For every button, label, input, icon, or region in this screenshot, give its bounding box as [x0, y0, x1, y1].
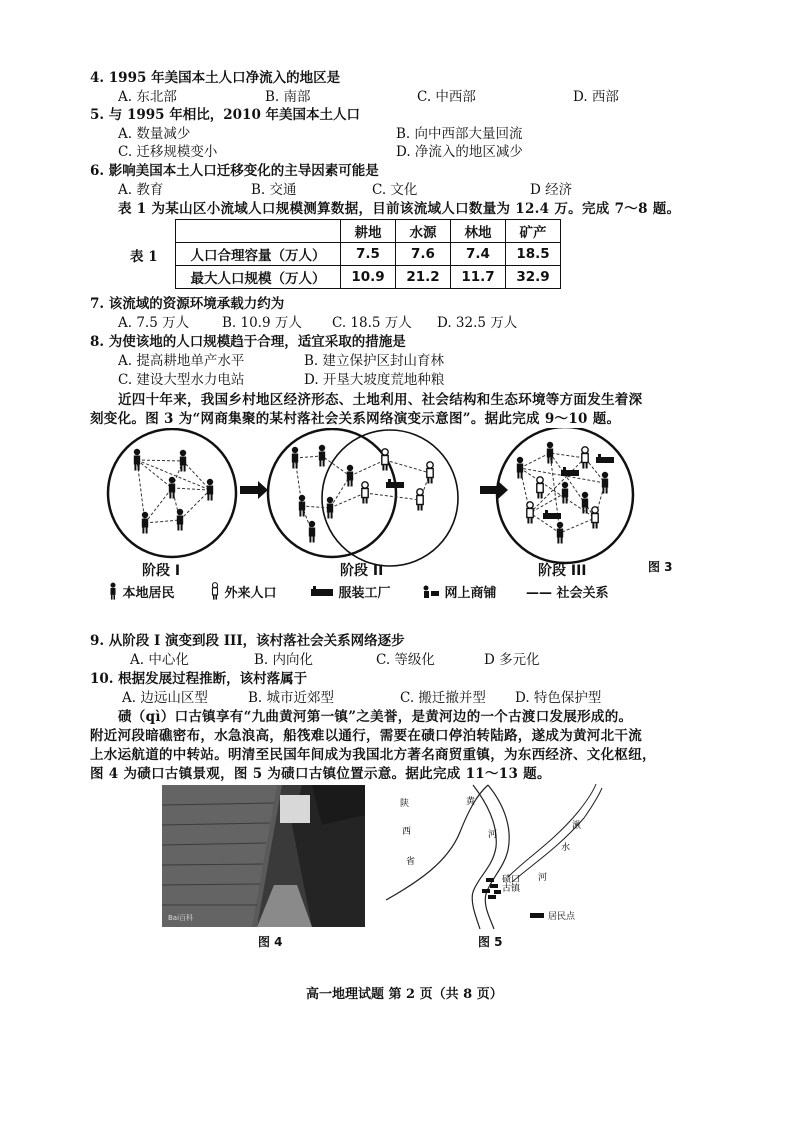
map-label-he: 河 [488, 830, 498, 840]
table-cell: 32.9 [506, 266, 561, 289]
table-header-cell: 耕地 [341, 220, 396, 243]
fig3-intro-line2: 刻变化。图 3 为“网商集聚的某村落社会关系网络演变示意图”。据此完成 9～10 题。 [90, 411, 621, 427]
q7-option-d: D. 32.5 万人 [437, 315, 518, 331]
map-label-town1: 碛口 [502, 875, 521, 885]
legend-local-label: 本地居民 [122, 586, 175, 601]
q10-stem: 10. 根据发展过程推断，该村落属于 [90, 671, 308, 687]
table-row [176, 266, 561, 289]
table-cell: 7.4 [451, 243, 506, 266]
qikou-line3: 上水运航道的中转站。明清至民国年间成为我国北方著名商贸重镇，为东西经济、文化枢纽， [90, 747, 656, 763]
q8-stem: 8. 为使该地的人口规模趋于合理，适宜采取的措施是 [90, 334, 406, 350]
map-label-he2: 河 [538, 873, 548, 883]
q7-option-c: C. 18.5 万人 [332, 315, 412, 331]
q6-option-a: A. 教育 [118, 182, 164, 198]
arrow-icon [240, 481, 268, 499]
q10-option-d: D. 特色保护型 [515, 690, 602, 706]
qiushui-river-bank [512, 788, 602, 882]
q4-option-b: B. 南部 [265, 89, 311, 105]
q4-stem: 4. 1995 年美国本土人口净流入的地区是 [90, 70, 341, 86]
legend-local-resident [108, 582, 175, 601]
stage-2-label: 阶段 II [340, 563, 384, 579]
table-cell: 7.6 [396, 243, 451, 266]
table-row [176, 243, 561, 266]
q5-stem: 5. 与 1995 年相比，2010 年美国本土人口 [90, 107, 361, 123]
q9-option-c: C. 等级化 [376, 652, 435, 668]
table-cell: 7.5 [341, 243, 396, 266]
settlement-markers [482, 878, 501, 899]
q8-option-c: C. 建设大型水力电站 [118, 372, 245, 388]
stage-1-network [108, 429, 236, 557]
map-label-shui: 水 [561, 843, 571, 853]
q6-option-b: B. 交通 [251, 182, 297, 198]
online-shop-icon [422, 585, 440, 599]
fig3-intro-line1: 近四十年来，我国乡村地区经济形态、土地利用、社会结构和生态环境等方面发生着深 [118, 392, 643, 408]
q9-stem: 9. 从阶段 I 演变到段 III，该村落社会关系网络逐步 [90, 633, 405, 649]
page-footer: 高一地理试题 第 2 页（共 8 页） [306, 987, 503, 1002]
q5-option-c: C. 迁移规模变小 [118, 144, 218, 160]
table-cell: 21.2 [396, 266, 451, 289]
q4-option-c: C. 中西部 [417, 89, 476, 105]
fig4-town-photo [162, 785, 365, 927]
q5-option-d: D. 净流入的地区减少 [396, 144, 523, 160]
legend-factory-label: 服装工厂 [338, 586, 391, 601]
q7-stem: 7. 该流域的资源环境承载力约为 [90, 296, 285, 312]
table-header-empty [176, 220, 341, 243]
table-cell: 10.9 [341, 266, 396, 289]
q10-option-b: B. 城市近郊型 [248, 690, 335, 706]
map-label-sheng: 省 [406, 857, 416, 867]
fig4-caption: 图 4 [258, 935, 283, 949]
q10-option-a: A. 边远山区型 [122, 690, 208, 706]
table-cell: 18.5 [506, 243, 561, 266]
factory-icon [310, 586, 334, 598]
qiushui-river [508, 784, 596, 877]
legend-factory [310, 582, 391, 601]
migrant-icon [210, 582, 220, 600]
fig3-network-diagram [90, 428, 720, 576]
legend-migrant-label: 外来人口 [224, 586, 277, 601]
table-header-cell: 矿产 [506, 220, 561, 243]
table-header-cell: 水源 [396, 220, 451, 243]
arrow-icon [480, 481, 508, 499]
q6-option-c: C. 文化 [372, 182, 418, 198]
q4-option-d: D. 西部 [573, 89, 619, 105]
q8-option-a: A. 提高耕地单产水平 [118, 353, 245, 369]
stage-3-label: 阶段 III [538, 563, 587, 579]
q10-option-c: C. 搬迁撤并型 [400, 690, 486, 706]
q6-stem: 6. 影响美国本土人口迁移变化的主导因素可能是 [90, 163, 379, 179]
legend-migrant [210, 582, 277, 601]
map-legend-settlement: 居民点 [548, 912, 576, 922]
qikou-line1: 碛（qì）口古镇享有“九曲黄河第一镇”之美誉，是黄河边的一个古渡口发展形成的。 [118, 709, 633, 725]
map-label-shaan: 陕 [400, 799, 410, 809]
table-header-row [176, 220, 561, 243]
yellow-river-west-bank [472, 785, 496, 929]
map-label-qiu: 湫 [572, 821, 582, 831]
q9-option-b: B. 内向化 [254, 652, 314, 668]
q4-option-a: A. 东北部 [118, 89, 177, 105]
map-label-town2: 古镇 [502, 884, 521, 894]
qikou-line4: 图 4 为碛口古镇景观，图 5 为碛口古镇位置示意。据此完成 11～13 题。 [90, 766, 551, 782]
table-row-label: 人口合理容量（万人） [176, 243, 341, 266]
table1 [175, 219, 561, 289]
stage-3-network [497, 428, 633, 563]
table-cell: 11.7 [451, 266, 506, 289]
yellow-river-east-bank [485, 785, 509, 929]
legend-relation-label: —— 社会关系 [526, 586, 609, 601]
q6-option-d: D 经济 [530, 182, 573, 198]
q9-option-d: D 多元化 [484, 652, 540, 668]
table-intro: 表 1 为某山区小流域人口规模测算数据，目前该流域人口数量为 12.4 万。完成 7～8 题。 [118, 201, 681, 217]
map-label-huang: 黄 [466, 797, 476, 807]
legend-shop-label: 网上商铺 [444, 586, 497, 601]
fig5-caption: 图 5 [478, 935, 503, 949]
q5-option-b: B. 向中西部大量回流 [396, 126, 523, 142]
table1-label: 表 1 [130, 249, 158, 265]
q7-option-a: A. 7.5 万人 [118, 315, 190, 331]
q5-option-a: A. 数量减少 [118, 126, 191, 142]
qikou-line2: 附近河段暗礁密布，水急浪高，船筏难以通行，需要在碛口停泊转陆路，遂成为黄河北干流 [90, 728, 642, 744]
q8-option-b: B. 建立保护区封山育林 [304, 353, 445, 369]
q9-option-a: A. 中心化 [130, 652, 189, 668]
stage-1-label: 阶段 I [142, 563, 181, 579]
fig5-location-map [378, 782, 610, 930]
map-label-xi: 西 [402, 827, 412, 837]
legend-shop [422, 582, 497, 601]
q7-option-b: B. 10.9 万人 [222, 315, 302, 331]
fig3-caption: 图 3 [648, 560, 673, 574]
table-header-cell: 林地 [451, 220, 506, 243]
table-row-label: 最大人口规模（万人） [176, 266, 341, 289]
q8-option-d: D. 开垦大坡度荒地种粮 [304, 372, 445, 388]
fig4-watermark: Bai百科 [168, 914, 194, 922]
stage-2-network [268, 429, 458, 566]
local-resident-icon [108, 582, 118, 600]
settlement-legend-icon [530, 913, 544, 918]
